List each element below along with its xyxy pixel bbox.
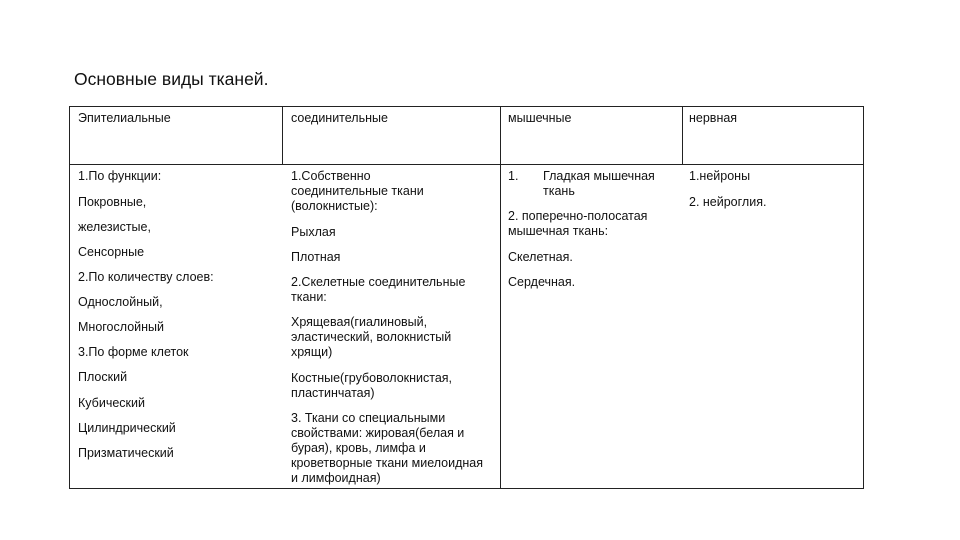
epithelial-item: Сенсорные: [78, 245, 145, 259]
header-nervous: нервная: [689, 111, 738, 125]
connective-bone: Костные(грубоволокнистая, пластинчатая): [291, 371, 453, 400]
epithelial-item: 1.По функции:: [78, 169, 162, 183]
epithelial-item: Многослойный: [78, 320, 164, 334]
connective-dense: Плотная: [291, 250, 341, 264]
header-muscle: мышечные: [508, 111, 572, 125]
muscle-item1-number: 1.: [508, 169, 519, 183]
column-divider-2: [500, 107, 501, 488]
nervous-item: 1.нейроны: [689, 169, 751, 183]
nervous-item: 2. нейроглия.: [689, 195, 767, 209]
tissue-table: [69, 106, 864, 489]
page-title: Основные виды тканей.: [74, 69, 269, 89]
epithelial-item: железистые,: [78, 220, 151, 234]
muscle-skeletal: Скелетная.: [508, 250, 573, 264]
connective-special: 3. Ткани со специальными свойствами: жировая(белая и бурая), кровь, лимфа и кроветворные ткани миелоидная и лимфоидная): [291, 411, 484, 485]
column-divider-1: [282, 107, 283, 164]
connective-cartilage: Хрящевая(гиалиновый, эластический, волокнистый хрящи): [291, 315, 452, 359]
header-divider: [70, 164, 863, 165]
epithelial-item: 2.По количеству слоев:: [78, 270, 214, 284]
epithelial-item: Цилиндрический: [78, 421, 176, 435]
connective-own-heading: 1.Собственно соединительные ткани (волокнистые):: [291, 169, 424, 213]
muscle-item1-text: Гладкая мышечная ткань: [543, 169, 655, 198]
column-divider-3: [682, 107, 683, 164]
epithelial-item: Кубический: [78, 396, 145, 410]
epithelial-item: 3.По форме клеток: [78, 345, 189, 359]
epithelial-item: Плоский: [78, 370, 128, 384]
connective-skeletal-heading: 2.Скелетные соединительные ткани:: [291, 275, 466, 304]
connective-loose: Рыхлая: [291, 225, 336, 239]
epithelial-item: Покровные,: [78, 195, 147, 209]
epithelial-item: Призматический: [78, 446, 174, 460]
header-epithelial: Эпителиальные: [78, 111, 171, 125]
muscle-cardiac: Сердечная.: [508, 275, 576, 289]
header-connective: соединительные: [291, 111, 388, 125]
muscle-item2: 2. поперечно-полосатая мышечная ткань:: [508, 209, 648, 238]
epithelial-item: Однослойный,: [78, 295, 163, 309]
